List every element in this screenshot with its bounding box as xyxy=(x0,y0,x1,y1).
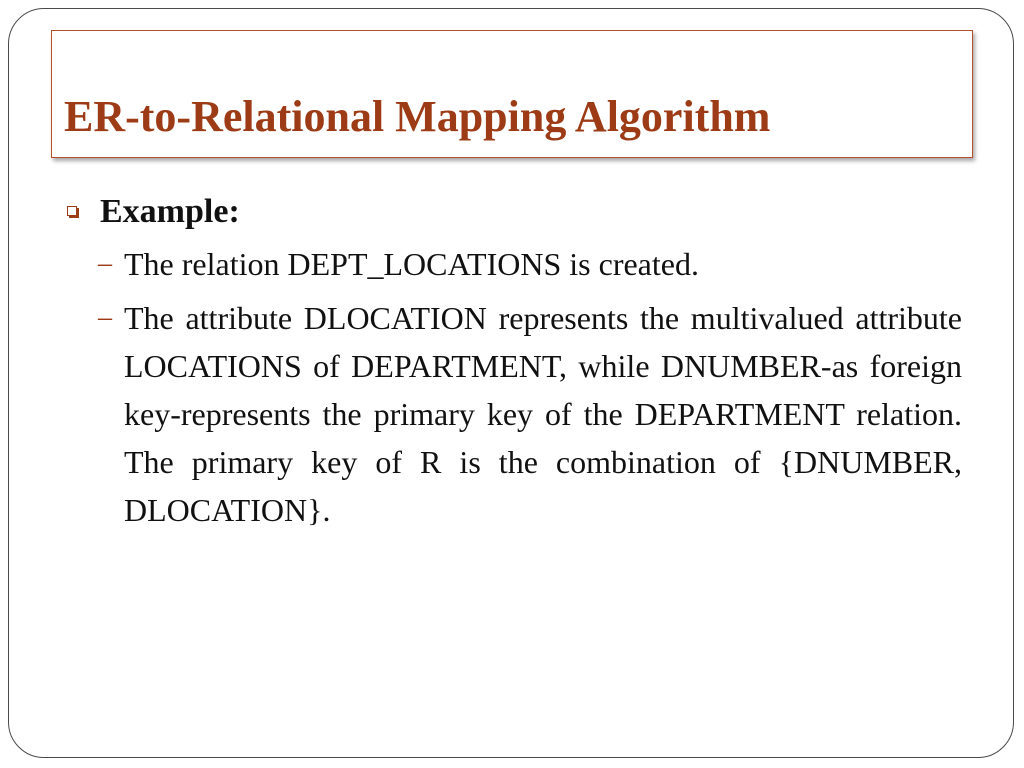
sub-item-relation-created xyxy=(62,240,962,288)
square-bullet-icon xyxy=(67,206,77,216)
title-box xyxy=(51,30,973,158)
dash-bullet-icon: – xyxy=(98,302,112,333)
sub-item-text: The relation DEPT_LOCATIONS is created. xyxy=(124,246,699,282)
sub-item-text: The attribute DLOCATION represents the multivalued attribute LOCATIONS of DEPARTMENT, while DNUMBER-as foreign key-represents the primary key of the DEPARTMENT relation. The primary key of R is the combination of {DNUMBER, DLOCATION}. xyxy=(124,300,962,528)
slide-title: ER-to-Relational Mapping Algorithm xyxy=(64,92,771,141)
bullet-example xyxy=(62,190,962,234)
bullet-label: Example: xyxy=(100,193,240,230)
dash-bullet-icon: – xyxy=(98,248,112,279)
sub-item-attribute-description xyxy=(62,294,962,534)
slide-content xyxy=(62,190,962,534)
